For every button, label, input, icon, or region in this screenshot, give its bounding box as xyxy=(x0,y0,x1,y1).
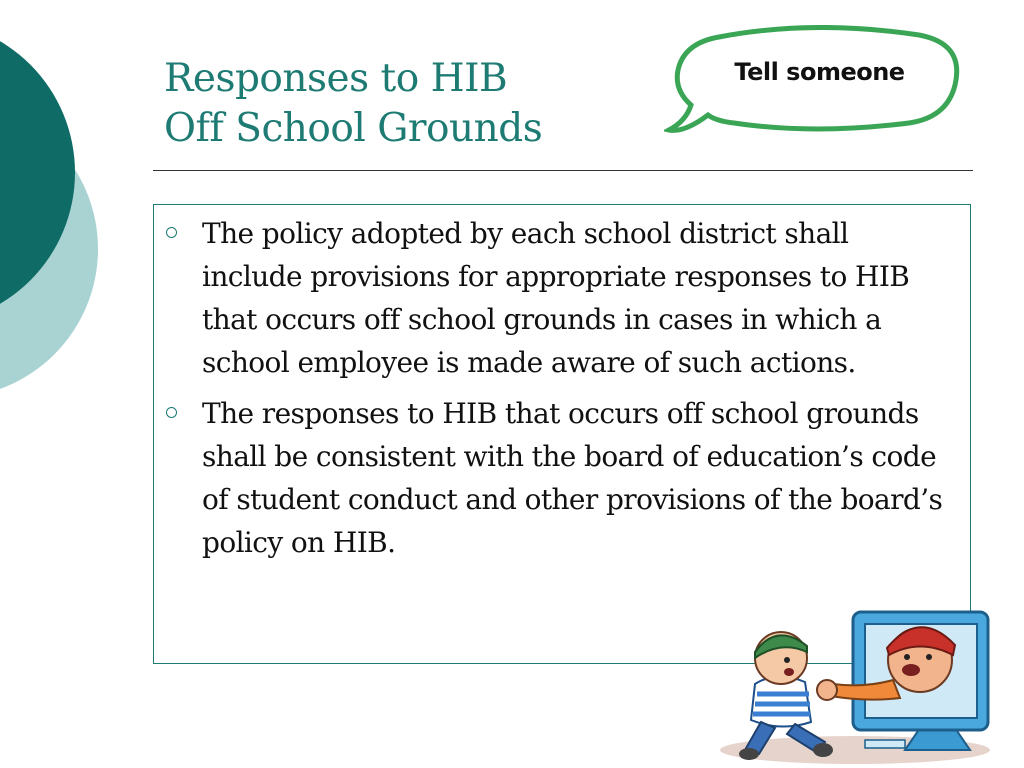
slide-title-line-2: Off School Grounds xyxy=(164,106,543,151)
circle-bullet-icon xyxy=(166,407,177,418)
speech-bubble-text: Tell someone xyxy=(734,58,905,86)
bullet-text: The responses to HIB that occurs off school grounds shall be consistent with the board of education’s code of student conduct and other provisions of the board’s policy on HIB. xyxy=(202,397,943,559)
cyberbully-computer-clipart-icon xyxy=(715,600,1000,768)
bullet-list xyxy=(164,212,954,572)
bullet-item xyxy=(164,392,954,564)
title-divider xyxy=(153,170,973,171)
bullet-item xyxy=(164,212,954,384)
circle-bullet-icon xyxy=(166,227,177,238)
bullet-text: The policy adopted by each school district shall include provisions for appropriate responses to HIB that occurs off school grounds in cases in which a school employee is made aware of such actions. xyxy=(202,217,910,379)
slide-title-line-1: Responses to HIB xyxy=(164,56,508,101)
slide-title xyxy=(164,54,542,154)
